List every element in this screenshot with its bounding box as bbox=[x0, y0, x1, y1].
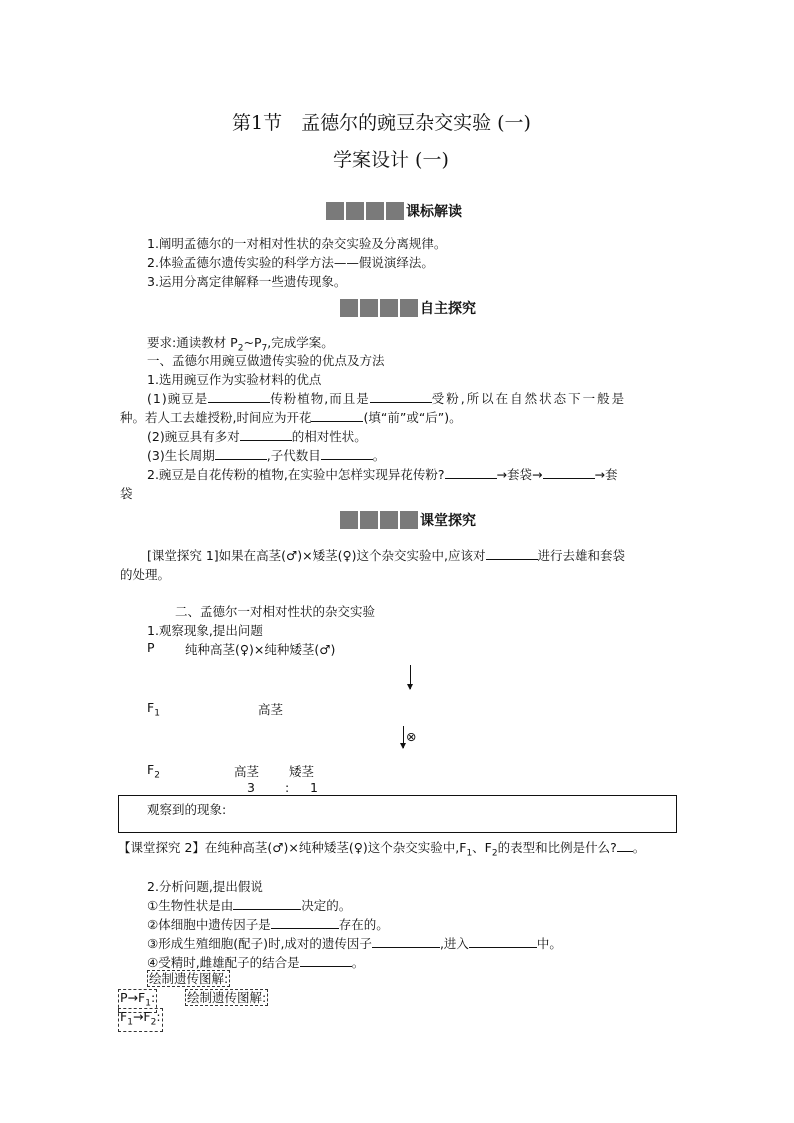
q1-1-cont: 种。若人工去雄授粉,时间应为开花 (填“前”或“后”)。 bbox=[120, 410, 462, 425]
blank-field[interactable] bbox=[233, 897, 301, 910]
ratio-right: 1 bbox=[310, 780, 318, 795]
f1-to-f2-label: $F_1\to F_2$: bbox=[118, 1008, 163, 1032]
part2-title: 二、孟德尔一对相对性状的杂交实验 bbox=[175, 604, 376, 619]
blank-field[interactable] bbox=[240, 428, 292, 441]
down-arrow-icon bbox=[403, 726, 404, 748]
hypothesis-1: ①生物性状是由 决定的。 bbox=[147, 898, 352, 913]
explore1-cont: 的处理。 bbox=[120, 567, 171, 582]
f2-label: $F_2$ bbox=[147, 762, 160, 781]
section-label: 课堂探究 bbox=[420, 513, 476, 529]
blank-field[interactable] bbox=[271, 916, 339, 929]
section-heading-standards bbox=[326, 201, 462, 221]
blank-field[interactable] bbox=[543, 466, 595, 479]
q1-2-line: (2)豌豆具有多对 的相对性状。 bbox=[147, 429, 367, 444]
q2-cont: 袋 bbox=[120, 486, 133, 501]
heading-blocks bbox=[340, 299, 418, 317]
hypothesis-4: ④受精时,雌雄配子的结合是 。 bbox=[147, 955, 365, 970]
q2-line: 2.豌豆是自花传粉的植物,在实验中怎样实现异花传粉? →套袋→ →套 bbox=[147, 467, 618, 482]
blank-field[interactable] bbox=[321, 447, 373, 460]
heading-blocks bbox=[326, 202, 404, 220]
blank-field[interactable] bbox=[469, 935, 537, 948]
q1-1-line: (1)豌豆是 传粉植物,而且是 受粉,所以在自然状态下一般是 bbox=[147, 391, 627, 406]
standard-item-2: 2.体验孟德尔遗传实验的科学方法——假说演绎法。 bbox=[147, 255, 434, 270]
hypothesis-2: ②体细胞中遗传因子是 存在的。 bbox=[147, 917, 389, 932]
analyze-title: 2.分析问题,提出假说 bbox=[147, 879, 263, 894]
page-title: 第1节 孟德尔的豌豆杂交实验 (一) bbox=[232, 112, 531, 134]
down-arrow-icon bbox=[410, 665, 411, 689]
blank-field[interactable] bbox=[215, 447, 267, 460]
blank-field[interactable] bbox=[208, 390, 270, 403]
q1-3-line: (3)生长周期 ,子代数目 。 bbox=[147, 448, 386, 463]
blank-field[interactable] bbox=[445, 466, 497, 479]
p-cross: 纯种高茎(♀)×纯种矮茎(♂) bbox=[185, 642, 336, 657]
diagram-label-mid: 绘制遗传图解: bbox=[187, 990, 267, 1005]
p-label: P bbox=[147, 640, 155, 655]
part1-title: 一、孟德尔用豌豆做遗传实验的优点及方法 bbox=[147, 353, 385, 368]
blank-field[interactable] bbox=[311, 409, 363, 422]
requirement-text: 要求:通读教材 $P_2\sim P_7$,完成学案。 bbox=[147, 335, 334, 354]
section-label: 课标解读 bbox=[406, 204, 462, 220]
diagram-label-top: 绘制遗传图解: bbox=[149, 971, 229, 986]
observe-title: 1.观察现象,提出问题 bbox=[147, 623, 263, 638]
f1-label: $F_1$ bbox=[147, 700, 160, 719]
ratio-left: 3 bbox=[247, 780, 255, 795]
p-to-f1-label: $P\to F_1$: bbox=[118, 989, 157, 1013]
standard-item-3: 3.运用分离定律解释一些遗传现象。 bbox=[147, 274, 347, 289]
explore2-line: 【课堂探究 2】在纯种高茎(♂)×纯种矮茎(♀)这个杂交实验中$,F_1$、$F_2$的表型和比例是什么? 。 bbox=[118, 840, 646, 859]
section-heading-self-study bbox=[340, 298, 476, 318]
hypothesis-3: ③形成生殖细胞(配子)时,成对的遗传因子 ,进入 中。 bbox=[147, 936, 562, 951]
blank-field[interactable] bbox=[372, 935, 440, 948]
page-subtitle: 学案设计 (一) bbox=[333, 149, 449, 171]
explore1-line: [课堂探究 1]如果在高茎(♂)×矮茎(♀)这个杂交实验中,应该对 进行去雄和套袋 bbox=[147, 548, 626, 563]
blank-field[interactable] bbox=[370, 390, 432, 403]
f2-short: 矮茎 bbox=[289, 764, 315, 779]
observed-label: 观察到的现象: bbox=[147, 802, 227, 817]
ratio-colon: : bbox=[285, 780, 290, 795]
blank-field[interactable] bbox=[486, 547, 538, 560]
self-cross-icon: ⊗ bbox=[406, 729, 417, 744]
standard-item-1: 1.阐明孟德尔的一对相对性状的杂交实验及分离规律。 bbox=[147, 236, 447, 251]
section-heading-class-explore bbox=[340, 510, 476, 530]
section-label: 自主探究 bbox=[420, 301, 476, 317]
observed-box[interactable] bbox=[118, 795, 677, 833]
f2-tall: 高茎 bbox=[234, 764, 260, 779]
blank-field[interactable] bbox=[300, 954, 352, 967]
f1-phenotype: 高茎 bbox=[258, 702, 284, 717]
heading-blocks bbox=[340, 511, 418, 529]
blank-field[interactable] bbox=[617, 839, 633, 852]
q1-title: 1.选用豌豆作为实验材料的优点 bbox=[147, 372, 322, 387]
